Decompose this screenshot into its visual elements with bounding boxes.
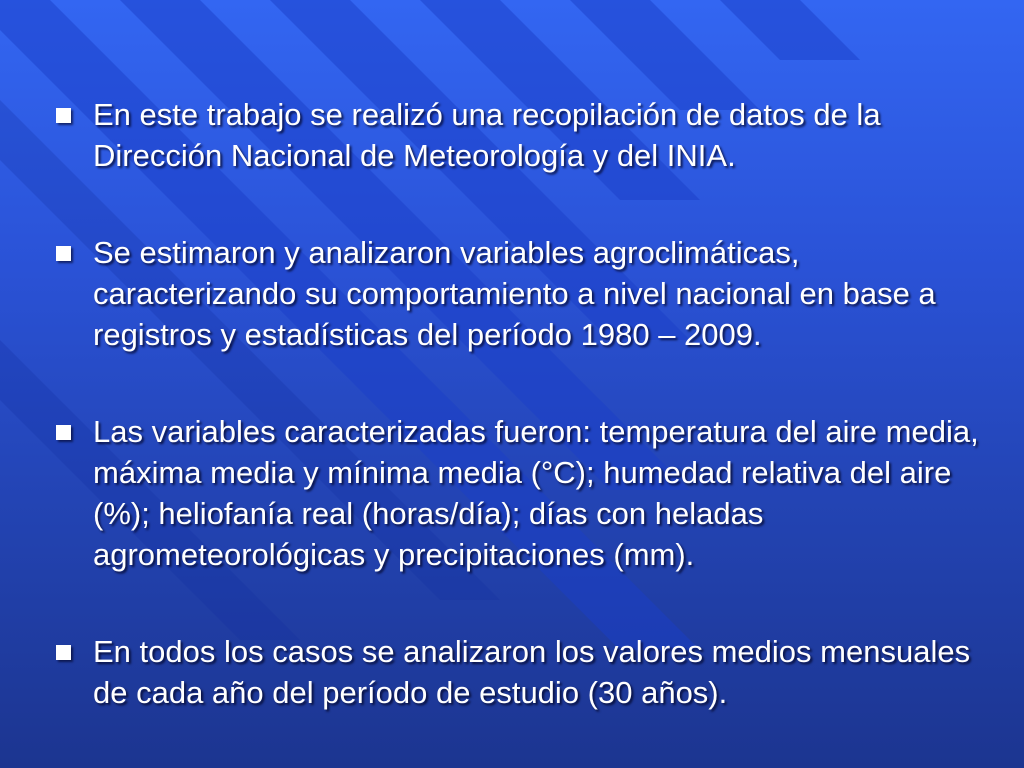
bullet-item xyxy=(52,631,992,713)
stripe xyxy=(720,0,860,60)
bullet-text: En este trabajo se realizó una recopilación de datos de la Dirección Nacional de Meteorología y del INIA. xyxy=(93,97,881,173)
square-bullet-icon xyxy=(56,425,71,440)
square-bullet-icon xyxy=(56,645,71,660)
square-bullet-icon xyxy=(56,246,71,261)
bullet-text: Se estimaron y analizaron variables agroclimáticas, caracterizando su comportamiento a nivel nacional en base a registros y estadísticas del período 1980 – 2009. xyxy=(93,235,936,352)
square-bullet-icon xyxy=(56,108,71,123)
bullet-item xyxy=(52,94,992,176)
bullet-text: Las variables caracterizadas fueron: temperatura del aire media, máxima media y mínima media (°C); humedad relativa del aire (%); heliofanía real (horas/día); días con heladas agrometeorológicas y precipitaciones (mm). xyxy=(93,414,979,572)
bullet-list xyxy=(52,94,992,713)
bullet-item xyxy=(52,411,992,575)
bullet-item xyxy=(52,232,992,355)
bullet-text: En todos los casos se analizaron los valores medios mensuales de cada año del período de estudio (30 años). xyxy=(93,634,971,710)
